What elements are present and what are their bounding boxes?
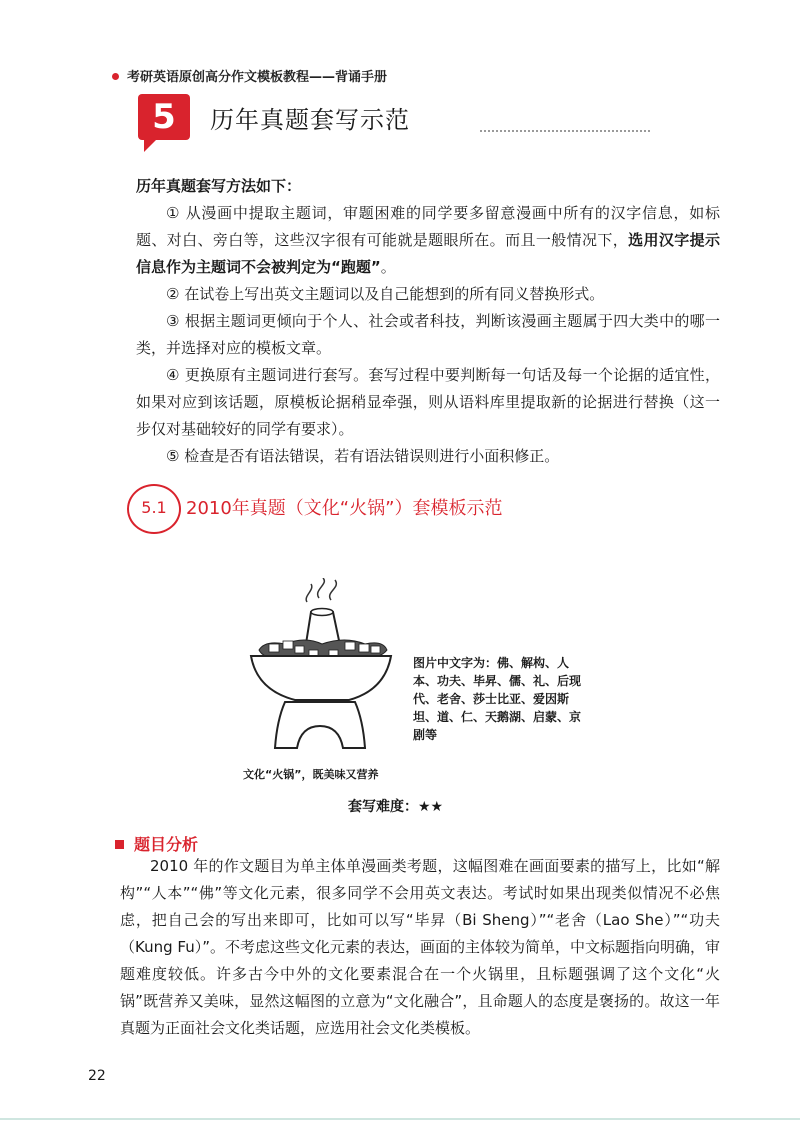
footer-rule	[0, 1118, 800, 1120]
method-heading: 历年真题套写方法如下：	[136, 177, 302, 195]
section-number: 5.1	[141, 498, 167, 517]
square-bullet-icon	[115, 840, 124, 849]
method-step-4: ④ 更换原有主题词进行套写。套写过程中要判断每一句话及每一个论据的适宜性，如果对应到该话题，原模板论据稍显牵强，则从语料库里提取新的论据进行替换（这一步仅对基础较好的同学有要求）。	[136, 366, 720, 438]
chapter-number-badge	[138, 94, 190, 140]
difficulty-rating	[348, 796, 443, 816]
analysis-body	[120, 853, 720, 1042]
section-title: 2010年真题（文化“火锅”）套模板示范	[186, 498, 503, 519]
section-number-badge	[127, 484, 181, 534]
title-dotted-rule	[480, 130, 650, 132]
analysis-heading	[115, 832, 198, 855]
chapter-title: 历年真题套写示范	[210, 106, 410, 134]
method-step-5: ⑤ 检查是否有语法错误，若有语法错误则进行小面积修正。	[166, 447, 560, 465]
cartoon-caption: 文化“火锅”，既美味又营养	[243, 768, 379, 781]
method-step-3: ③ 根据主题词更倾向于个人、社会或者科技，判断该漫画主题属于四大类中的哪一类，并选择对应的模板文章。	[136, 312, 720, 357]
analysis-paragraph: 2010 年的作文题目为单主体单漫画类考题，这幅图难在画面要素的描写上，比如“解构”“人本”“佛”等文化元素，很多同学不会用英文表达。考试时如果出现类似情况不必焦虑，把自己会的写出来即可，比如可以写“毕昇（Bi Sheng）”“老舍（Lao She）”“功夫（Kung Fu）”。不考虑这些文化元素的表达，画面的主体较为简单，中文标题指向明确，审题难度较低。许多古今中外的文化要素混合在一个火锅里，且标题强调了这个文化“火锅”既营养又美味，显然这幅图的立意为“文化融合”，且命题人的态度是褒扬的。故这一年真题为正面社会文化类话题，应选用社会文化类模板。	[120, 857, 720, 1037]
running-head-title: 考研英语原创高分作文模板教程——背诵手册	[127, 70, 388, 85]
difficulty-label: 套写难度：	[348, 799, 418, 815]
cartoon-text-note: 图片中文字为：佛、解构、人本、功夫、毕昇、儒、礼、后现代、老舍、莎士比亚、爱因斯坦、道、仁、天鹅湖、启蒙、京剧等	[413, 656, 582, 742]
difficulty-stars: ★★	[418, 799, 444, 815]
analysis-heading-label: 题目分析	[134, 835, 199, 854]
running-head	[112, 66, 387, 85]
page-number: 22	[88, 1068, 106, 1084]
method-step-2: ② 在试卷上写出英文主题词以及自己能想到的所有同义替换形式。	[166, 285, 605, 303]
method-step-1-emphasis: 选用汉字提示信息作为主题词不会被判定为“跑题”	[136, 231, 720, 276]
bullet-dot-icon	[112, 73, 119, 80]
chapter-number: 5	[152, 97, 176, 137]
hotpot-illustration	[245, 578, 395, 758]
method-section	[136, 173, 720, 470]
speech-tail-icon	[144, 138, 158, 152]
method-step-1: ① 从漫画中提取主题词，审题困难的同学要多留意漫画中所有的汉字信息，如标题、对白、旁白等，这些汉字很有可能就是题眼所在。而且一般情况下，选用汉字提示信息作为主题词不会被判定为“跑题”。	[136, 204, 720, 276]
